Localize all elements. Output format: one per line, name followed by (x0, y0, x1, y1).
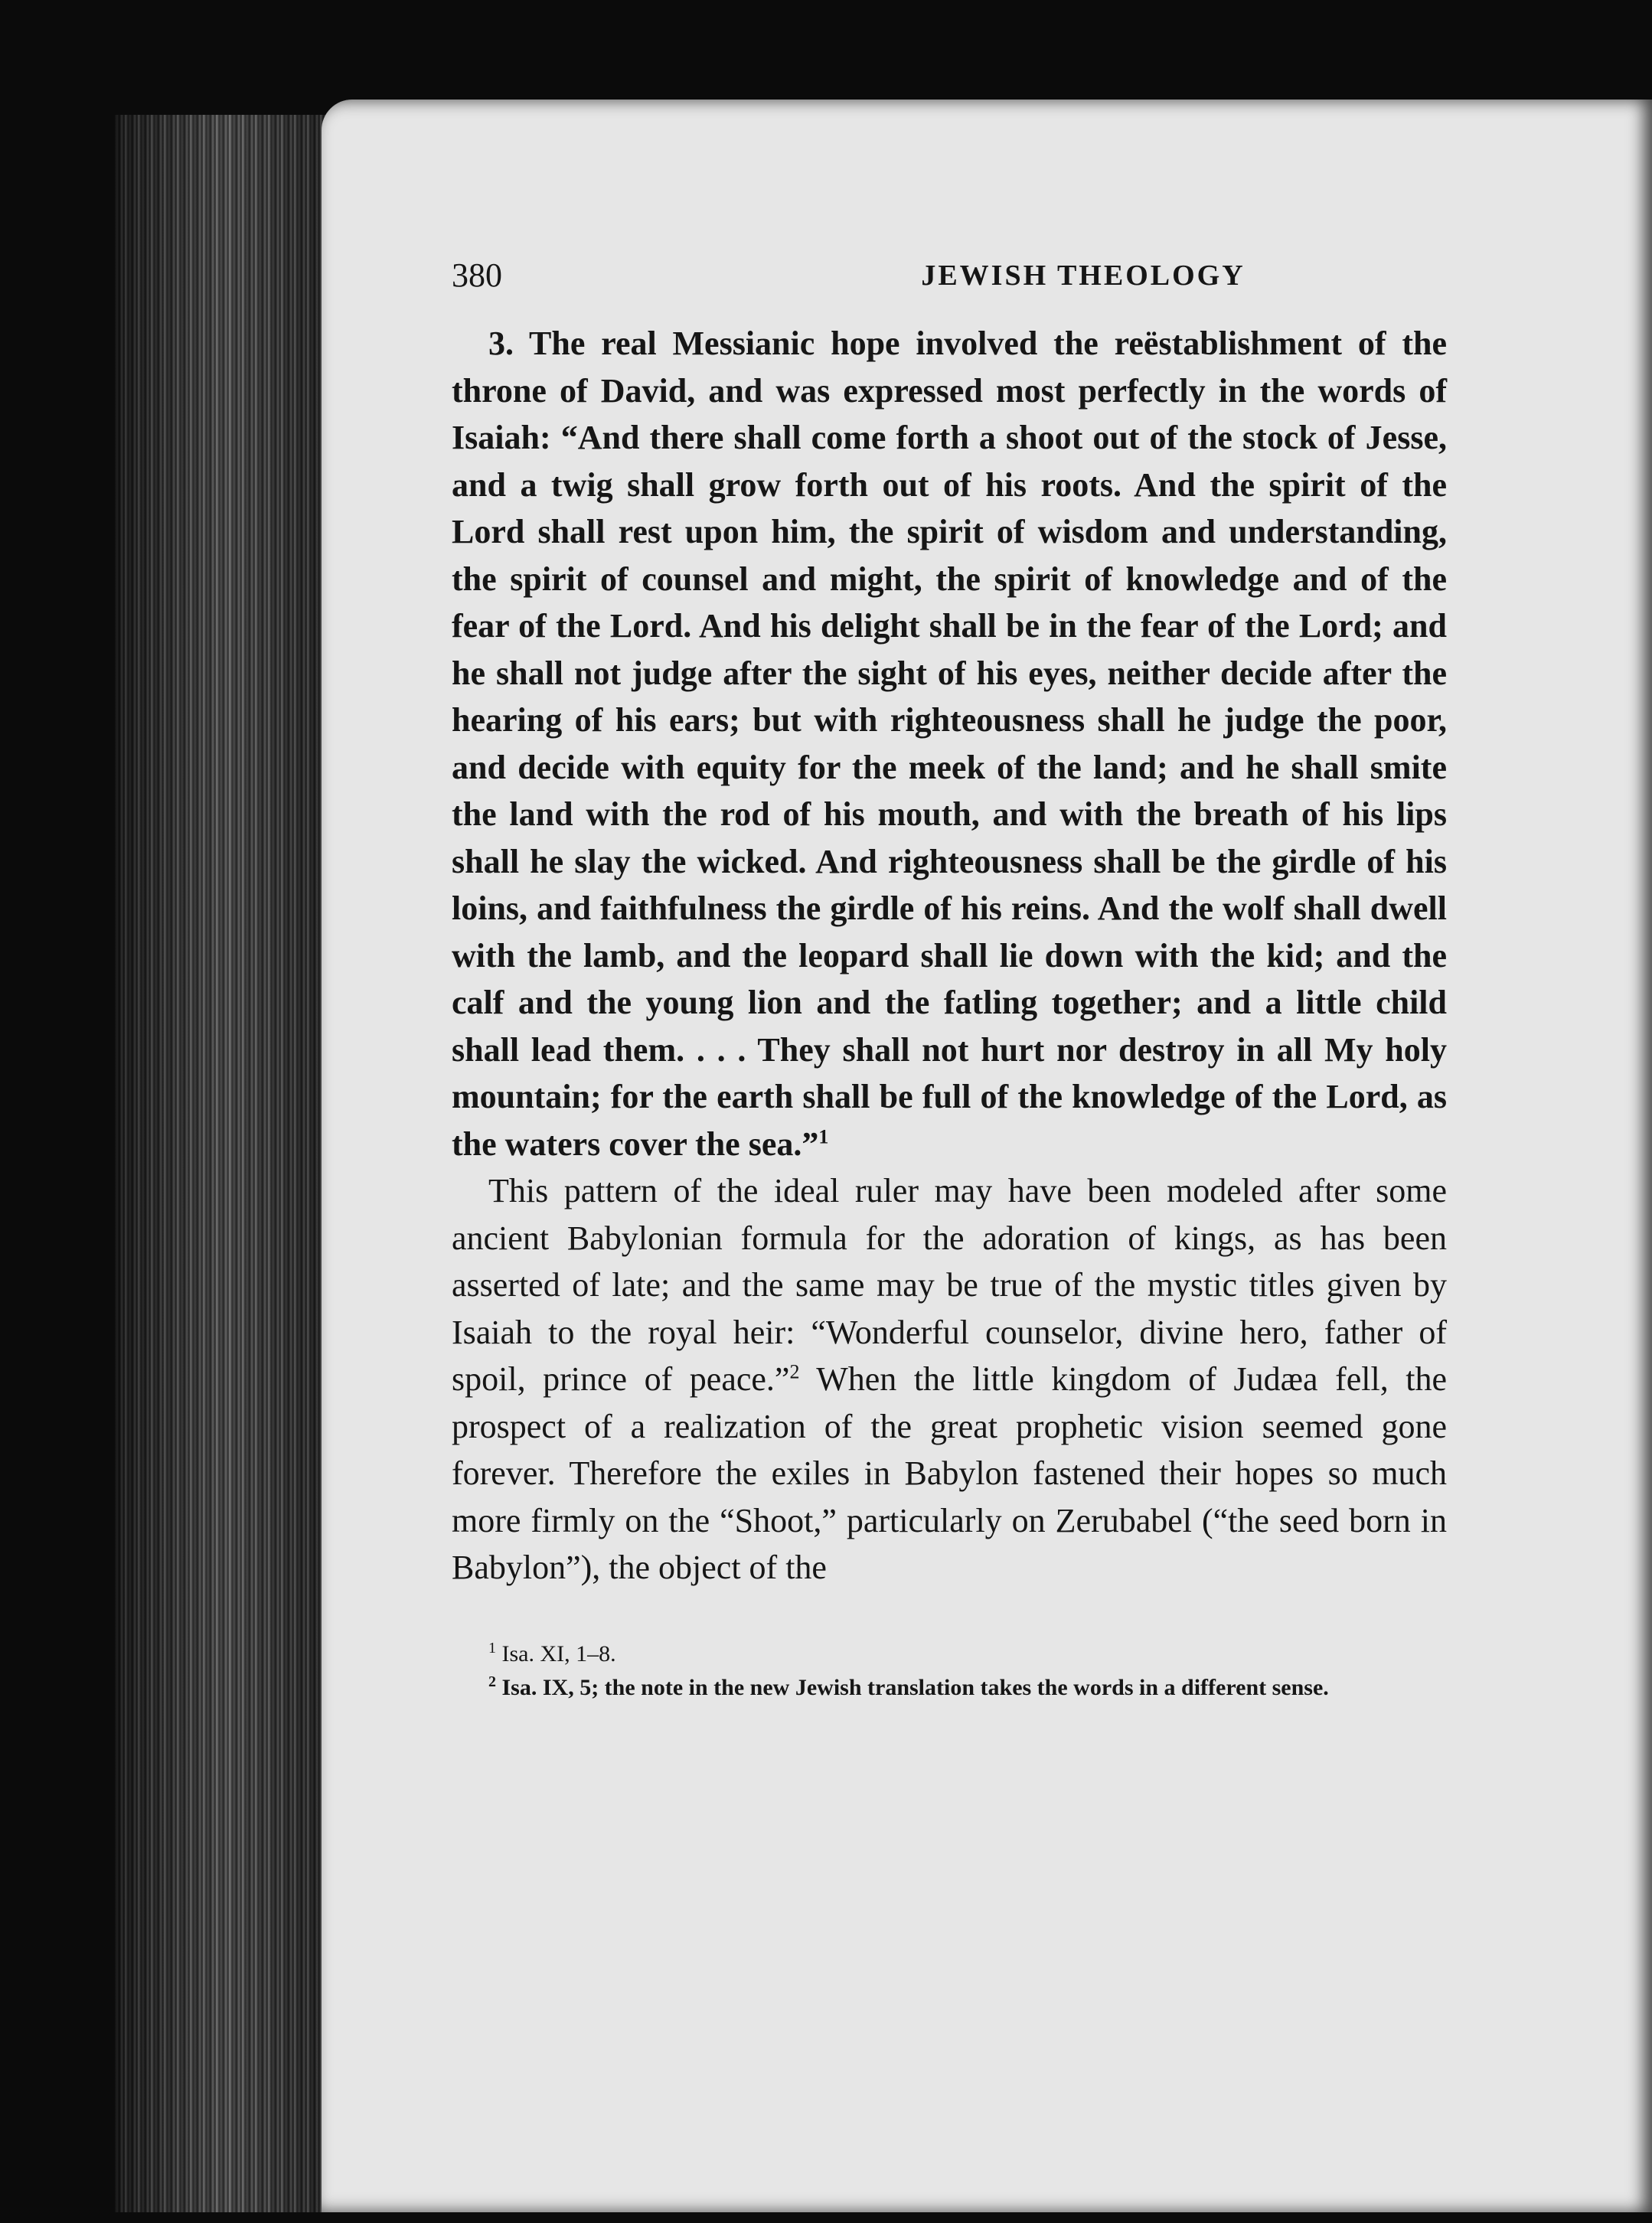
paragraph-2 (452, 1167, 1447, 1591)
page-edge-stack (115, 115, 337, 2212)
footnote-ref-2: 2 (789, 1360, 800, 1383)
page-number: 380 (452, 256, 502, 294)
paragraph-1-text: 3. The real Messianic hope involved the reëstablishment of the throne of David, and was expressed most perfectly in the words of Isaiah: “And there shall come forth a shoot out of the stock of Jesse, and a twig shall grow forth out of his roots. And the spirit of the Lord shall rest upon him, the spirit of wisdom and understanding, the spirit of counsel and might, the spirit of knowledge and of the fear of the Lord. And his delight shall be in the fear of the Lord; and he shall not judge after the sight of his eyes, neither decide after the hearing of his ears; but with righteousness shall he judge the poor, and decide with equity for the meek of the land; and he shall smite the land with the rod of his mouth, and with the breath of his lips shall he slay the wicked. And righteousness shall be the girdle of his loins, and faithfulness the girdle of his reins. And the wolf shall dwell with the lamb, and the leopard shall lie down with the kid; and the calf and the young lion and the fatling together; and a little child shall lead them. . . . They shall not hurt nor destroy in all My holy mountain; for the earth shall be full of the knowledge of the Lord, as the waters cover the sea.” (452, 325, 1447, 1163)
footnote-1-text: Isa. XI, 1–8. (501, 1640, 616, 1666)
footnote-2-text: Isa. IX, 5; the note in the new Jewish translation takes the words in a different sense. (501, 1674, 1329, 1700)
footnote-2-number: 2 (488, 1673, 496, 1690)
footnote-2 (452, 1671, 1447, 1705)
footnote-1 (452, 1637, 1447, 1671)
page-content (452, 245, 1592, 1705)
page (322, 100, 1652, 2212)
paragraph-2-text-a: This pattern of the ideal ruler may have been modeled after some ancient Babylonian formula for the adoration of kings, as has been asserted of late; and the same may be true of the mystic titles given by Isaiah to the royal heir: “Wonderful counselor, divine hero, father of spoil, prince of peace.” (452, 1172, 1447, 1398)
paragraph-2-text-b: When the little kingdom of Judæa fell, the prospect of a realization of the great prophetic vision seemed gone forever. Therefore the exiles in Babylon fastened their hopes so much more firmly on the “Shoot,” particularly on Zerubabel (“the seed born in Babylon”), the object of the (452, 1360, 1447, 1586)
footnotes (452, 1637, 1447, 1705)
footnote-ref-1: 1 (818, 1125, 829, 1147)
footnote-1-number: 1 (488, 1639, 496, 1657)
running-title: JEWISH THEOLOGY (921, 260, 1246, 292)
body-text (452, 320, 1447, 1591)
running-head (452, 245, 1592, 306)
paragraph-1 (452, 320, 1447, 1167)
